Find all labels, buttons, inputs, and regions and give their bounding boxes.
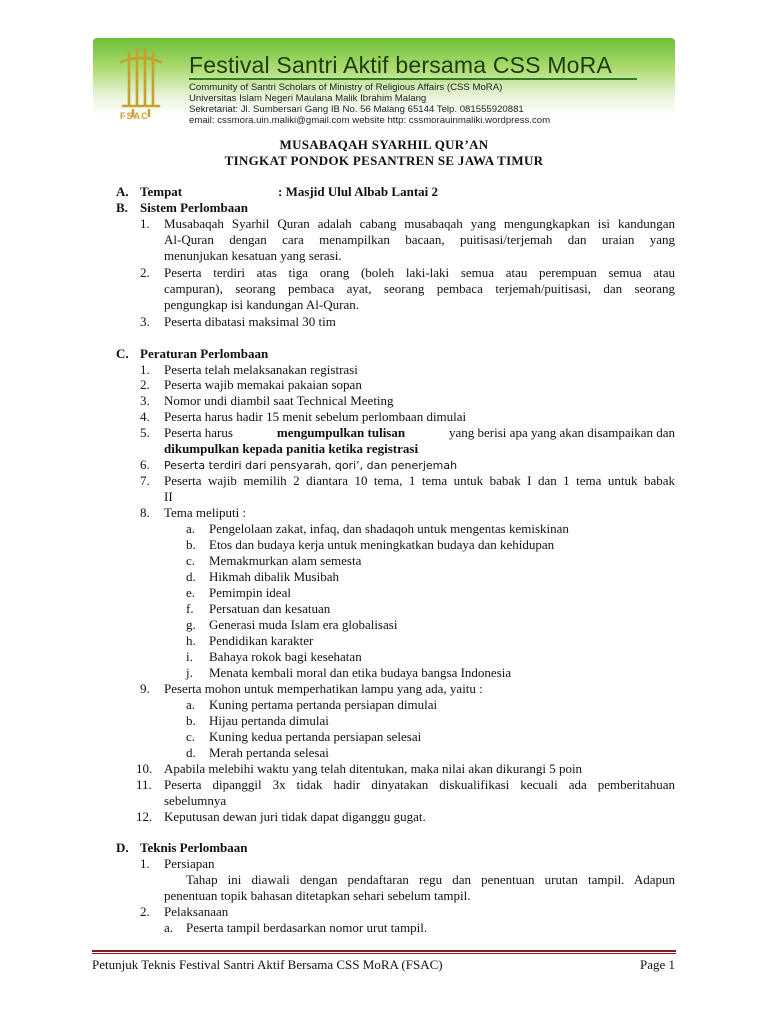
logo-label: FSAC: [120, 111, 149, 121]
section-value: : Masjid Ulul Albab Lantai 2: [278, 184, 439, 199]
list-line: Keputusan dewan juri tidak dapat diganggu gugat.: [164, 809, 426, 824]
section-label: Teknis Perlombaan: [140, 840, 248, 855]
sublist-item: Bahaya rokok bagi kesehatan: [209, 649, 362, 664]
document-subtitle: TINGKAT PONDOK PESANTREN SE JAWA TIMUR: [224, 153, 544, 168]
page-number: Page 1: [639, 957, 675, 972]
sublist-item: Kuning kedua pertanda persiapan selesai: [209, 729, 422, 744]
section-label: Sistem Perlombaan: [140, 200, 248, 215]
banner-info: [189, 82, 550, 126]
sublist-letter: d.: [186, 745, 196, 760]
list-line: Peserta dipanggil 3x tidak hadir dinyatakan diskualifikasi kecuali ada pemberitahuan: [164, 777, 675, 792]
list-line: Pelaksanaan: [164, 904, 229, 919]
list-number: 5.: [140, 425, 150, 440]
list-number: 2.: [140, 904, 150, 919]
list-line: Peserta telah melaksanakan registrasi: [164, 362, 358, 377]
sublist-letter: c.: [186, 729, 196, 744]
list-line: [164, 425, 675, 441]
list-line: Persiapan: [164, 856, 215, 871]
list-number: 1.: [140, 216, 150, 231]
sublist-letter: i.: [186, 649, 193, 664]
sublist-item: Merah pertanda selesai: [209, 745, 329, 760]
sublist-letter: d.: [186, 569, 196, 584]
header-banner: [93, 38, 675, 132]
list-line: Peserta terdiri atas tiga orang (boleh laki-laki semua atau perempuan semua atau: [164, 265, 675, 280]
list-number: 4.: [140, 409, 150, 424]
sublist-letter: a.: [186, 521, 196, 536]
sublist-item: Peserta tampil berdasarkan nomor urut tampil.: [186, 920, 428, 935]
list-line: sebelumnya: [164, 793, 227, 808]
list-number: 2.: [140, 377, 150, 392]
list-line: Peserta wajib memakai pakaian sopan: [164, 377, 362, 392]
list-line: Peserta mohon untuk memperhatikan lampu yang ada, yaitu :: [164, 681, 483, 696]
section-marker: D.: [116, 840, 129, 855]
info-line: Community of Santri Scholars of Ministry of Religious Affairs (CSS MoRA): [189, 82, 503, 93]
banner-rule: [189, 78, 637, 80]
sublist-item: Generasi muda Islam era globalisasi: [209, 617, 398, 632]
sublist-letter: c.: [186, 553, 196, 568]
paragraph-line: penentuan topik bahasan ditetapkan sehari sebelum tampil.: [164, 888, 471, 903]
list-line: Peserta dibatasi maksimal 30 tim: [164, 314, 336, 329]
sublist-letter: a.: [164, 920, 174, 935]
sublist-letter: b.: [186, 713, 196, 728]
paragraph-line: Tahap ini diawali dengan pendaftaran regu dan penentuan urutan tampil. Adapun: [186, 872, 675, 887]
banner-title: Festival Santri Aktif bersama CSS MoRA: [189, 52, 613, 78]
list-line: II: [164, 489, 173, 504]
section-marker: C.: [116, 346, 129, 361]
info-line: email: cssmora.uin.maliki@gmail.com website http: cssmorauinmaliki.wordpress.com: [189, 115, 551, 126]
list-line: campuran), seorang pembaca ayat, seorang pembaca terjemah/puitisasi, dan seorang: [164, 281, 675, 296]
sublist-item: Pengelolaan zakat, infaq, dan shadaqoh untuk mengentas kemiskinan: [209, 521, 569, 536]
list-number: 8.: [140, 505, 150, 520]
list-line: menunjukan kesatuan yang serasi.: [164, 248, 342, 263]
list-number: 12.: [136, 809, 153, 824]
section-label: Tempat: [140, 184, 183, 199]
sublist-letter: e.: [186, 585, 196, 600]
footer-text: Petunjuk Teknis Festival Santri Aktif Bersama CSS MoRA (FSAC): [92, 957, 443, 972]
list-number: 2.: [140, 265, 150, 280]
text-part: yang berisi apa yang akan disampaikan dan: [445, 425, 675, 440]
sublist-letter: f.: [186, 601, 194, 616]
sublist-letter: b.: [186, 537, 196, 552]
sublist-letter: a.: [186, 697, 196, 712]
sublist-item: Memakmurkan alam semesta: [209, 553, 362, 568]
sublist-item: Kuning pertama pertanda persiapan dimulai: [209, 697, 438, 712]
footer-rule: [92, 953, 676, 954]
section-marker: B.: [116, 200, 128, 215]
sublist-item: Menata kembali moral dan etika budaya bangsa Indonesia: [209, 665, 512, 680]
list-line-emphasis: dikumpulkan kepada panitia ketika registrasi: [164, 441, 419, 456]
list-number: 1.: [140, 362, 150, 377]
sublist-item: Pemimpin ideal: [209, 585, 291, 600]
list-line: Tema meliputi :: [164, 505, 247, 520]
footer-rule: [92, 950, 676, 952]
info-line: Sekretariat: Jl. Sumbersari Gang IB No. 56 Malang 65144 Telp. 081555920881: [189, 104, 524, 115]
section-marker: A.: [116, 184, 129, 199]
list-line: Apabila melebihi waktu yang telah ditentukan, maka nilai akan dikurangi 5 poin: [164, 761, 583, 776]
list-line: Peserta wajib memilih 2 diantara 10 tema, 1 tema untuk babak I dan 1 tema untuk babak: [164, 473, 675, 488]
sublist-letter: h.: [186, 633, 196, 648]
sublist-item: Hikmah dibalik Musibah: [209, 569, 339, 584]
sublist-item: Hijau pertanda dimulai: [209, 713, 329, 728]
list-line: Al-Quran dengan cara menampilkan bacaan, puitisasi/terjemah dan uraian yang: [164, 232, 675, 247]
sublist-letter: j.: [186, 665, 193, 680]
list-number: 11.: [136, 777, 152, 792]
list-number: 6.: [140, 457, 150, 472]
sublist-letter: g.: [186, 617, 196, 632]
list-line: Nomor undi diambil saat Technical Meeting: [164, 393, 394, 408]
sublist-item: Pendidikan karakter: [209, 633, 314, 648]
list-number: 3.: [140, 314, 150, 329]
list-number: 7.: [140, 473, 150, 488]
list-line: Musabaqah Syarhil Quran adalah cabang musabaqah yang mengungkapkan isi kandungan: [164, 216, 675, 231]
list-line: Peserta harus hadir 15 menit sebelum perlombaan dimulai: [164, 409, 467, 424]
info-line: Universitas Islam Negeri Maulana Malik Ibrahim Malang: [189, 93, 427, 104]
sublist-item: Persatuan dan kesatuan: [209, 601, 331, 616]
document-title: MUSABAQAH SYARHIL QUR’AN: [279, 137, 489, 152]
sublist-item: Etos dan budaya kerja untuk meningkatkan budaya dan kehidupan: [209, 537, 555, 552]
list-number: 1.: [140, 856, 150, 871]
list-line: pengungkap isi kandungan Al-Quran.: [164, 297, 359, 312]
list-number: 10.: [136, 761, 153, 776]
text-part: Peserta harus: [164, 425, 237, 440]
list-number: 3.: [140, 393, 150, 408]
list-line: Peserta terdiri dari pensyarah, qori’, dan penerjemah: [164, 459, 458, 472]
text-emphasis: mengumpulkan tulisan: [276, 425, 406, 440]
list-number: 9.: [140, 681, 150, 696]
section-label: Peraturan Perlombaan: [140, 346, 269, 361]
